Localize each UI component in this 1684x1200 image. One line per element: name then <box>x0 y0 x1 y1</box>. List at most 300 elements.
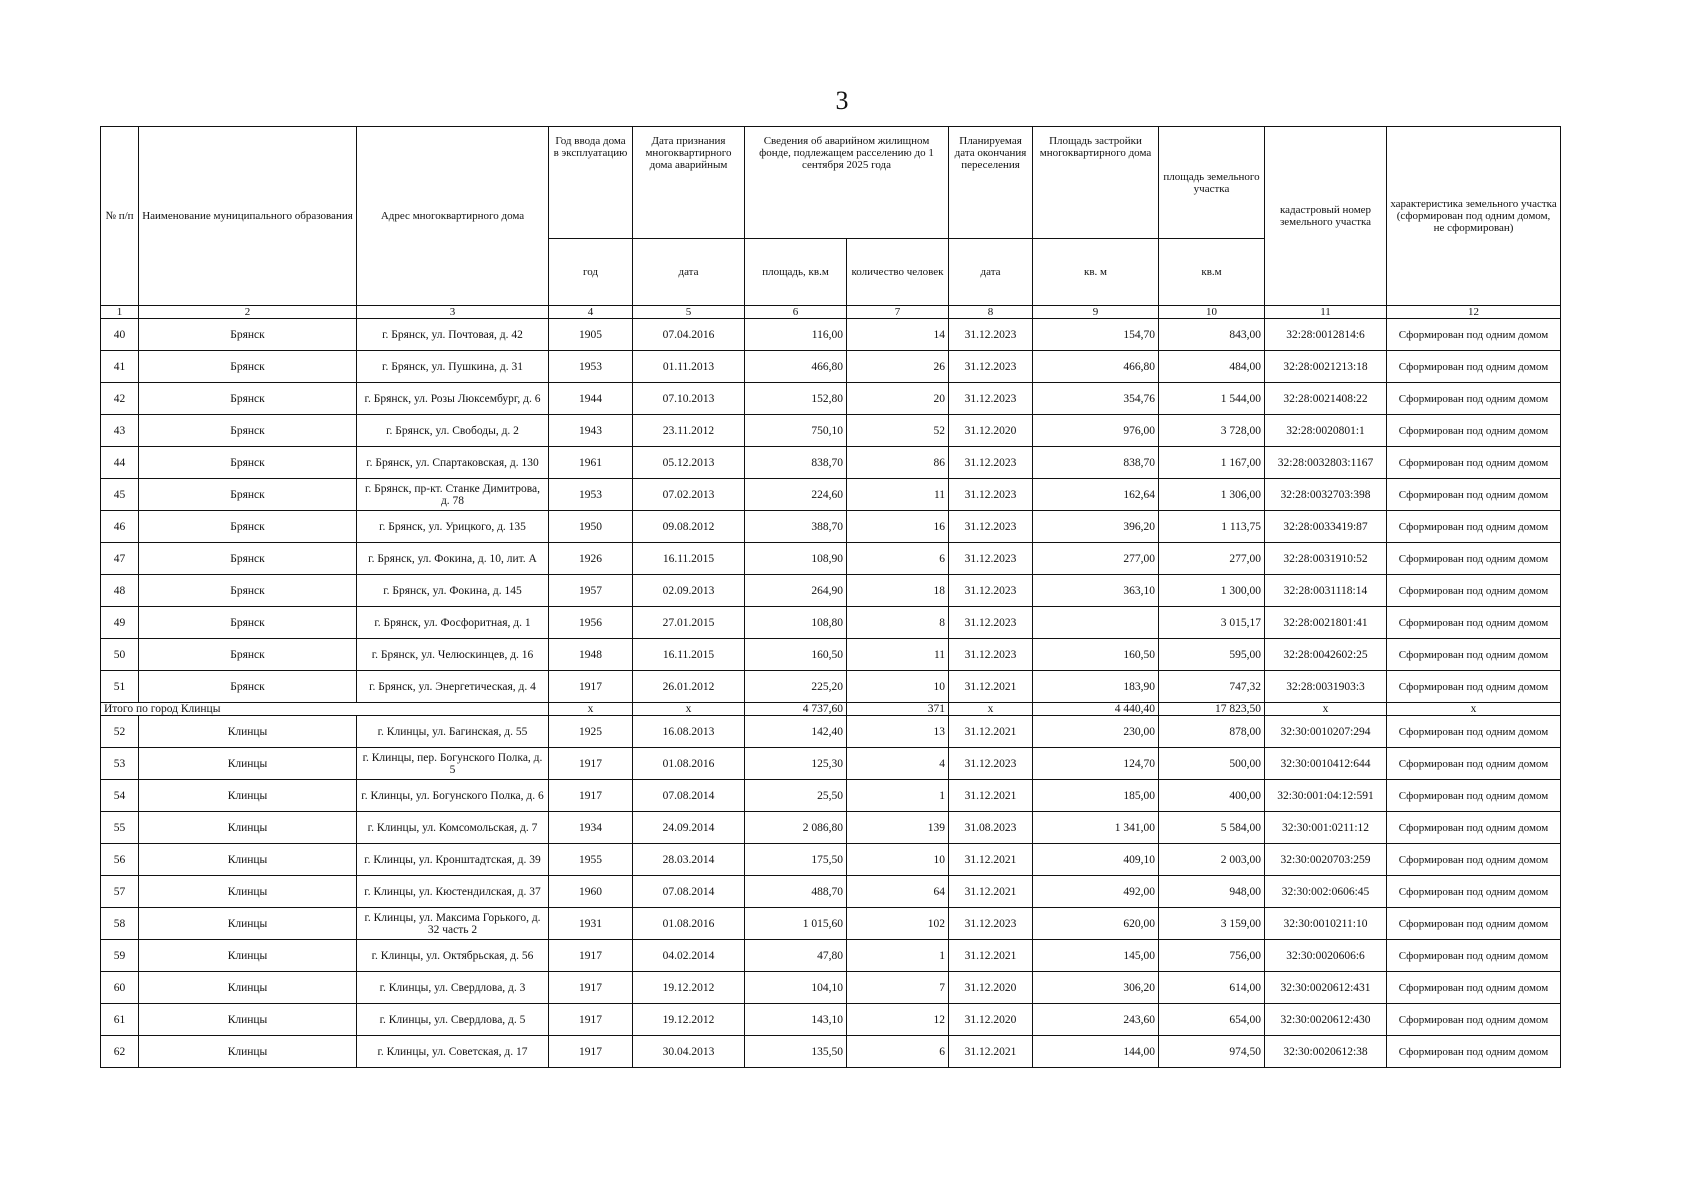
cell-area: 750,10 <box>745 415 847 447</box>
cell-people-count: 16 <box>847 511 949 543</box>
cell-people-count: 12 <box>847 1004 949 1036</box>
table-row <box>101 351 1561 383</box>
cell-municipality: Клинцы <box>139 908 357 940</box>
cell-row-number: 46 <box>101 511 139 543</box>
table-row <box>101 415 1561 447</box>
cell-year-built: 1961 <box>549 447 633 479</box>
cell-municipality: Брянск <box>139 511 357 543</box>
cell-area: 142,40 <box>745 716 847 748</box>
cell-area: 152,80 <box>745 383 847 415</box>
cell-row-number: 54 <box>101 780 139 812</box>
cell-row-number: 60 <box>101 972 139 1004</box>
cell-land-area: 1 113,75 <box>1159 511 1265 543</box>
cell-address: г. Клинцы, ул. Максима Горького, д. 32 часть 2 <box>357 908 549 940</box>
cell-land-characteristic: Сформирован под одним домом <box>1387 671 1561 703</box>
total-plan: x <box>949 703 1033 716</box>
cell-municipality: Брянск <box>139 447 357 479</box>
total-label: Итого по город Клинцы <box>101 703 549 716</box>
cell-land-characteristic: Сформирован под одним домом <box>1387 543 1561 575</box>
cell-address: г. Клинцы, ул. Кронштадтская, д. 39 <box>357 844 549 876</box>
cell-area: 175,50 <box>745 844 847 876</box>
cell-people-count: 6 <box>847 543 949 575</box>
cell-year-built: 1917 <box>549 748 633 780</box>
cell-area: 224,60 <box>745 479 847 511</box>
cell-municipality: Клинцы <box>139 972 357 1004</box>
column-number: 4 <box>549 306 633 319</box>
cell-area: 466,80 <box>745 351 847 383</box>
cell-planned-date: 31.12.2023 <box>949 639 1033 671</box>
cell-people-count: 6 <box>847 1036 949 1068</box>
cell-area: 143,10 <box>745 1004 847 1036</box>
column-number: 3 <box>357 306 549 319</box>
cell-land-area: 756,00 <box>1159 940 1265 972</box>
cell-land-characteristic: Сформирован под одним домом <box>1387 639 1561 671</box>
cell-row-number: 42 <box>101 383 139 415</box>
cell-land-area: 3 159,00 <box>1159 908 1265 940</box>
cell-land-area: 595,00 <box>1159 639 1265 671</box>
cell-area: 264,90 <box>745 575 847 607</box>
cell-address: г. Клинцы, ул. Багинская, д. 55 <box>357 716 549 748</box>
total-built: 4 440,40 <box>1033 703 1159 716</box>
cell-cadastral-number: 32:28:0021801:41 <box>1265 607 1387 639</box>
cell-row-number: 44 <box>101 447 139 479</box>
cell-emergency-date: 01.11.2013 <box>633 351 745 383</box>
cell-land-characteristic: Сформирован под одним домом <box>1387 876 1561 908</box>
cell-area: 160,50 <box>745 639 847 671</box>
cell-cadastral-number: 32:28:0021408:22 <box>1265 383 1387 415</box>
cell-land-characteristic: Сформирован под одним домом <box>1387 319 1561 351</box>
cell-planned-date: 31.12.2023 <box>949 479 1033 511</box>
table-row <box>101 479 1561 511</box>
cell-built-area: 154,70 <box>1033 319 1159 351</box>
table-row <box>101 716 1561 748</box>
cell-planned-date: 31.12.2020 <box>949 972 1033 1004</box>
cell-row-number: 48 <box>101 575 139 607</box>
column-number: 1 <box>101 306 139 319</box>
cell-municipality: Клинцы <box>139 780 357 812</box>
cell-people-count: 8 <box>847 607 949 639</box>
cell-address: г. Клинцы, ул. Богунского Полка, д. 6 <box>357 780 549 812</box>
header-land-area: площадь земельного участка <box>1159 127 1265 239</box>
cell-land-characteristic: Сформирован под одним домом <box>1387 607 1561 639</box>
header-municipality: Наименование муниципального образования <box>139 127 357 306</box>
cell-planned-date: 31.12.2023 <box>949 543 1033 575</box>
cell-row-number: 45 <box>101 479 139 511</box>
cell-row-number: 57 <box>101 876 139 908</box>
cell-cadastral-number: 32:30:0020612:430 <box>1265 1004 1387 1036</box>
cell-emergency-date: 07.08.2014 <box>633 876 745 908</box>
cell-address: г. Клинцы, ул. Комсомольская, д. 7 <box>357 812 549 844</box>
cell-municipality: Брянск <box>139 575 357 607</box>
cell-year-built: 1934 <box>549 812 633 844</box>
cell-land-characteristic: Сформирован под одним домом <box>1387 351 1561 383</box>
table-row <box>101 844 1561 876</box>
cell-people-count: 64 <box>847 876 949 908</box>
cell-emergency-date: 16.08.2013 <box>633 716 745 748</box>
subheader-land-unit: кв.м <box>1159 239 1265 306</box>
cell-planned-date: 31.12.2021 <box>949 844 1033 876</box>
cell-year-built: 1917 <box>549 1036 633 1068</box>
cell-built-area: 124,70 <box>1033 748 1159 780</box>
cell-land-characteristic: Сформирован под одним домом <box>1387 972 1561 1004</box>
cell-planned-date: 31.12.2023 <box>949 511 1033 543</box>
total-char: x <box>1387 703 1561 716</box>
cell-area: 225,20 <box>745 671 847 703</box>
cell-cadastral-number: 32:30:0020612:38 <box>1265 1036 1387 1068</box>
column-number: 10 <box>1159 306 1265 319</box>
cell-land-area: 878,00 <box>1159 716 1265 748</box>
cell-planned-date: 31.12.2021 <box>949 876 1033 908</box>
cell-planned-date: 31.12.2023 <box>949 575 1033 607</box>
cell-emergency-date: 02.09.2013 <box>633 575 745 607</box>
cell-municipality: Брянск <box>139 671 357 703</box>
cell-cadastral-number: 32:30:0020612:431 <box>1265 972 1387 1004</box>
cell-cadastral-number: 32:30:0010211:10 <box>1265 908 1387 940</box>
cell-row-number: 43 <box>101 415 139 447</box>
cell-cadastral-number: 32:30:001:04:12:591 <box>1265 780 1387 812</box>
cell-address: г. Брянск, ул. Челюскинцев, д. 16 <box>357 639 549 671</box>
cell-land-area: 1 167,00 <box>1159 447 1265 479</box>
cell-municipality: Клинцы <box>139 1004 357 1036</box>
cell-built-area: 363,10 <box>1033 575 1159 607</box>
column-number: 11 <box>1265 306 1387 319</box>
cell-area: 108,90 <box>745 543 847 575</box>
cell-cadastral-number: 32:28:0032803:1167 <box>1265 447 1387 479</box>
cell-people-count: 10 <box>847 671 949 703</box>
cell-address: г. Брянск, ул. Урицкого, д. 135 <box>357 511 549 543</box>
cell-municipality: Брянск <box>139 543 357 575</box>
table-row <box>101 1036 1561 1068</box>
cell-cadastral-number: 32:28:0020801:1 <box>1265 415 1387 447</box>
cell-emergency-date: 07.04.2016 <box>633 319 745 351</box>
cell-year-built: 1943 <box>549 415 633 447</box>
cell-row-number: 40 <box>101 319 139 351</box>
cell-year-built: 1917 <box>549 671 633 703</box>
cell-people-count: 86 <box>847 447 949 479</box>
cell-area: 116,00 <box>745 319 847 351</box>
emergency-housing-table <box>100 126 1561 1068</box>
cell-area: 135,50 <box>745 1036 847 1068</box>
cell-emergency-date: 04.02.2014 <box>633 940 745 972</box>
cell-land-area: 614,00 <box>1159 972 1265 1004</box>
cell-built-area: 492,00 <box>1033 876 1159 908</box>
cell-address: г. Клинцы, ул. Кюстендилская, д. 37 <box>357 876 549 908</box>
cell-address: г. Брянск, ул. Фокина, д. 145 <box>357 575 549 607</box>
cell-land-characteristic: Сформирован под одним домом <box>1387 748 1561 780</box>
cell-built-area: 620,00 <box>1033 908 1159 940</box>
cell-year-built: 1953 <box>549 351 633 383</box>
cell-planned-date: 31.12.2020 <box>949 415 1033 447</box>
cell-built-area <box>1033 607 1159 639</box>
cell-address: г. Брянск, ул. Фокина, д. 10, лит. А <box>357 543 549 575</box>
cell-cadastral-number: 32:30:0010412:644 <box>1265 748 1387 780</box>
column-number: 7 <box>847 306 949 319</box>
cell-built-area: 243,60 <box>1033 1004 1159 1036</box>
cell-land-characteristic: Сформирован под одним домом <box>1387 940 1561 972</box>
cell-cadastral-number: 32:30:0010207:294 <box>1265 716 1387 748</box>
cell-emergency-date: 07.02.2013 <box>633 479 745 511</box>
cell-built-area: 145,00 <box>1033 940 1159 972</box>
table-row <box>101 1004 1561 1036</box>
cell-built-area: 306,20 <box>1033 972 1159 1004</box>
cell-people-count: 11 <box>847 479 949 511</box>
header-emergency-fund: Сведения об аварийном жилищном фонде, подлежащем расселению до 1 сентября 2025 года <box>745 127 949 239</box>
cell-built-area: 183,90 <box>1033 671 1159 703</box>
cell-planned-date: 31.12.2021 <box>949 716 1033 748</box>
subheader-area: площадь, кв.м <box>745 239 847 306</box>
cell-land-area: 747,32 <box>1159 671 1265 703</box>
table-row <box>101 639 1561 671</box>
cell-year-built: 1955 <box>549 844 633 876</box>
cell-land-area: 974,50 <box>1159 1036 1265 1068</box>
cell-emergency-date: 27.01.2015 <box>633 607 745 639</box>
cell-planned-date: 31.08.2023 <box>949 812 1033 844</box>
cell-land-characteristic: Сформирован под одним домом <box>1387 383 1561 415</box>
page-number: 3 <box>835 86 849 115</box>
cell-people-count: 4 <box>847 748 949 780</box>
cell-municipality: Брянск <box>139 319 357 351</box>
cell-row-number: 41 <box>101 351 139 383</box>
cell-row-number: 59 <box>101 940 139 972</box>
cell-land-area: 500,00 <box>1159 748 1265 780</box>
cell-land-area: 5 584,00 <box>1159 812 1265 844</box>
cell-emergency-date: 07.10.2013 <box>633 383 745 415</box>
total-area: 4 737,60 <box>745 703 847 716</box>
cell-planned-date: 31.12.2023 <box>949 383 1033 415</box>
cell-municipality: Клинцы <box>139 812 357 844</box>
cell-people-count: 20 <box>847 383 949 415</box>
cell-address: г. Клинцы, ул. Свердлова, д. 5 <box>357 1004 549 1036</box>
cell-planned-date: 31.12.2023 <box>949 607 1033 639</box>
cell-emergency-date: 26.01.2012 <box>633 671 745 703</box>
cell-planned-date: 31.12.2023 <box>949 351 1033 383</box>
header-address: Адрес многоквартирного дома <box>357 127 549 306</box>
cell-people-count: 26 <box>847 351 949 383</box>
cell-cadastral-number: 32:28:0031910:52 <box>1265 543 1387 575</box>
header-characteristic: характеристика земельного участка (сформирован под одним домом, не сформирован) <box>1387 127 1561 306</box>
cell-planned-date: 31.12.2021 <box>949 671 1033 703</box>
cell-people-count: 139 <box>847 812 949 844</box>
cell-planned-date: 31.12.2021 <box>949 1036 1033 1068</box>
table-row <box>101 908 1561 940</box>
cell-year-built: 1917 <box>549 972 633 1004</box>
cell-municipality: Брянск <box>139 383 357 415</box>
cell-cadastral-number: 32:28:0031118:14 <box>1265 575 1387 607</box>
column-number-row <box>101 306 1561 319</box>
cell-land-characteristic: Сформирован под одним домом <box>1387 1036 1561 1068</box>
cell-year-built: 1925 <box>549 716 633 748</box>
cell-land-characteristic: Сформирован под одним домом <box>1387 908 1561 940</box>
cell-land-area: 654,00 <box>1159 1004 1265 1036</box>
cell-people-count: 11 <box>847 639 949 671</box>
cell-municipality: Клинцы <box>139 844 357 876</box>
header-year: Год ввода дома в эксплуатацию <box>549 127 633 239</box>
cell-area: 104,10 <box>745 972 847 1004</box>
cell-people-count: 1 <box>847 780 949 812</box>
cell-address: г. Брянск, ул. Розы Люксембург, д. 6 <box>357 383 549 415</box>
cell-municipality: Клинцы <box>139 748 357 780</box>
table-row <box>101 607 1561 639</box>
cell-cadastral-number: 32:28:0012814:6 <box>1265 319 1387 351</box>
cell-municipality: Брянск <box>139 639 357 671</box>
cell-emergency-date: 05.12.2013 <box>633 447 745 479</box>
cell-area: 838,70 <box>745 447 847 479</box>
cell-address: г. Клинцы, ул. Свердлова, д. 3 <box>357 972 549 1004</box>
cell-cadastral-number: 32:28:0031903:3 <box>1265 671 1387 703</box>
cell-land-characteristic: Сформирован под одним домом <box>1387 1004 1561 1036</box>
total-date: x <box>633 703 745 716</box>
cell-land-area: 1 544,00 <box>1159 383 1265 415</box>
cell-year-built: 1917 <box>549 1004 633 1036</box>
cell-built-area: 838,70 <box>1033 447 1159 479</box>
cell-people-count: 18 <box>847 575 949 607</box>
cell-row-number: 47 <box>101 543 139 575</box>
cell-year-built: 1917 <box>549 940 633 972</box>
table-row <box>101 748 1561 780</box>
total-cad: x <box>1265 703 1387 716</box>
cell-land-area: 843,00 <box>1159 319 1265 351</box>
cell-cadastral-number: 32:28:0032703:398 <box>1265 479 1387 511</box>
cell-emergency-date: 01.08.2016 <box>633 748 745 780</box>
cell-cadastral-number: 32:28:0033419:87 <box>1265 511 1387 543</box>
table-row <box>101 972 1561 1004</box>
cell-municipality: Брянск <box>139 479 357 511</box>
cell-land-area: 1 300,00 <box>1159 575 1265 607</box>
cell-land-characteristic: Сформирован под одним домом <box>1387 780 1561 812</box>
cell-planned-date: 31.12.2023 <box>949 748 1033 780</box>
cell-area: 108,80 <box>745 607 847 639</box>
header-planned-date: Планируемая дата окончания переселения <box>949 127 1033 239</box>
cell-land-characteristic: Сформирован под одним домом <box>1387 415 1561 447</box>
table-row <box>101 940 1561 972</box>
cell-row-number: 56 <box>101 844 139 876</box>
cell-address: г. Брянск, ул. Свободы, д. 2 <box>357 415 549 447</box>
cell-built-area: 409,10 <box>1033 844 1159 876</box>
cell-land-area: 1 306,00 <box>1159 479 1265 511</box>
cell-land-area: 3 728,00 <box>1159 415 1265 447</box>
total-people: 371 <box>847 703 949 716</box>
table-row <box>101 511 1561 543</box>
cell-land-area: 277,00 <box>1159 543 1265 575</box>
column-number: 8 <box>949 306 1033 319</box>
cell-planned-date: 31.12.2021 <box>949 940 1033 972</box>
cell-land-area: 3 015,17 <box>1159 607 1265 639</box>
cell-address: г. Брянск, ул. Пушкина, д. 31 <box>357 351 549 383</box>
cell-area: 1 015,60 <box>745 908 847 940</box>
subheader-built-unit: кв. м <box>1033 239 1159 306</box>
cell-municipality: Клинцы <box>139 716 357 748</box>
cell-people-count: 13 <box>847 716 949 748</box>
subheader-year: год <box>549 239 633 306</box>
cell-area: 125,30 <box>745 748 847 780</box>
cell-people-count: 14 <box>847 319 949 351</box>
cell-year-built: 1960 <box>549 876 633 908</box>
cell-land-characteristic: Сформирован под одним домом <box>1387 844 1561 876</box>
table-row <box>101 671 1561 703</box>
cell-built-area: 976,00 <box>1033 415 1159 447</box>
cell-built-area: 396,20 <box>1033 511 1159 543</box>
column-number: 5 <box>633 306 745 319</box>
cell-year-built: 1944 <box>549 383 633 415</box>
subheader-people: количество человек <box>847 239 949 306</box>
table-row <box>101 812 1561 844</box>
cell-year-built: 1905 <box>549 319 633 351</box>
cell-built-area: 185,00 <box>1033 780 1159 812</box>
cell-land-characteristic: Сформирован под одним домом <box>1387 479 1561 511</box>
subheader-date: дата <box>633 239 745 306</box>
cell-municipality: Брянск <box>139 415 357 447</box>
total-land: 17 823,50 <box>1159 703 1265 716</box>
cell-land-characteristic: Сформирован под одним домом <box>1387 812 1561 844</box>
cell-people-count: 7 <box>847 972 949 1004</box>
cell-people-count: 52 <box>847 415 949 447</box>
cell-planned-date: 31.12.2023 <box>949 447 1033 479</box>
cell-cadastral-number: 32:30:0020703:259 <box>1265 844 1387 876</box>
cell-planned-date: 31.12.2021 <box>949 780 1033 812</box>
cell-row-number: 58 <box>101 908 139 940</box>
cell-municipality: Брянск <box>139 607 357 639</box>
cell-built-area: 160,50 <box>1033 639 1159 671</box>
cell-year-built: 1956 <box>549 607 633 639</box>
column-number: 12 <box>1387 306 1561 319</box>
cell-built-area: 230,00 <box>1033 716 1159 748</box>
cell-municipality: Клинцы <box>139 876 357 908</box>
cell-cadastral-number: 32:28:0021213:18 <box>1265 351 1387 383</box>
cell-built-area: 1 341,00 <box>1033 812 1159 844</box>
cell-emergency-date: 28.03.2014 <box>633 844 745 876</box>
cell-row-number: 49 <box>101 607 139 639</box>
cell-cadastral-number: 32:30:0020606:6 <box>1265 940 1387 972</box>
cell-area: 388,70 <box>745 511 847 543</box>
table-row <box>101 876 1561 908</box>
cell-land-characteristic: Сформирован под одним домом <box>1387 575 1561 607</box>
cell-address: г. Брянск, ул. Фосфоритная, д. 1 <box>357 607 549 639</box>
table-row <box>101 543 1561 575</box>
cell-cadastral-number: 32:30:002:0606:45 <box>1265 876 1387 908</box>
cell-area: 2 086,80 <box>745 812 847 844</box>
cell-planned-date: 31.12.2020 <box>949 1004 1033 1036</box>
header-cadastral: кадастровый номер земельного участка <box>1265 127 1387 306</box>
cell-emergency-date: 16.11.2015 <box>633 639 745 671</box>
cell-cadastral-number: 32:28:0042602:25 <box>1265 639 1387 671</box>
cell-municipality: Клинцы <box>139 940 357 972</box>
total-row <box>101 703 1561 716</box>
cell-year-built: 1950 <box>549 511 633 543</box>
cell-land-area: 2 003,00 <box>1159 844 1265 876</box>
cell-emergency-date: 16.11.2015 <box>633 543 745 575</box>
cell-row-number: 55 <box>101 812 139 844</box>
cell-planned-date: 31.12.2023 <box>949 908 1033 940</box>
table-row <box>101 575 1561 607</box>
cell-address: г. Клинцы, пер. Богунского Полка, д. 5 <box>357 748 549 780</box>
cell-land-characteristic: Сформирован под одним домом <box>1387 447 1561 479</box>
table-row <box>101 383 1561 415</box>
cell-land-characteristic: Сформирован под одним домом <box>1387 511 1561 543</box>
cell-row-number: 51 <box>101 671 139 703</box>
subheader-plan-date: дата <box>949 239 1033 306</box>
cell-people-count: 10 <box>847 844 949 876</box>
cell-built-area: 354,76 <box>1033 383 1159 415</box>
column-number: 2 <box>139 306 357 319</box>
cell-row-number: 62 <box>101 1036 139 1068</box>
cell-row-number: 53 <box>101 748 139 780</box>
cell-address: г. Брянск, ул. Спартаковская, д. 130 <box>357 447 549 479</box>
cell-built-area: 144,00 <box>1033 1036 1159 1068</box>
cell-people-count: 1 <box>847 940 949 972</box>
header-emergency-date: Дата признания многоквартирного дома аварийным <box>633 127 745 239</box>
header-num: № п/п <box>101 127 139 306</box>
cell-row-number: 50 <box>101 639 139 671</box>
